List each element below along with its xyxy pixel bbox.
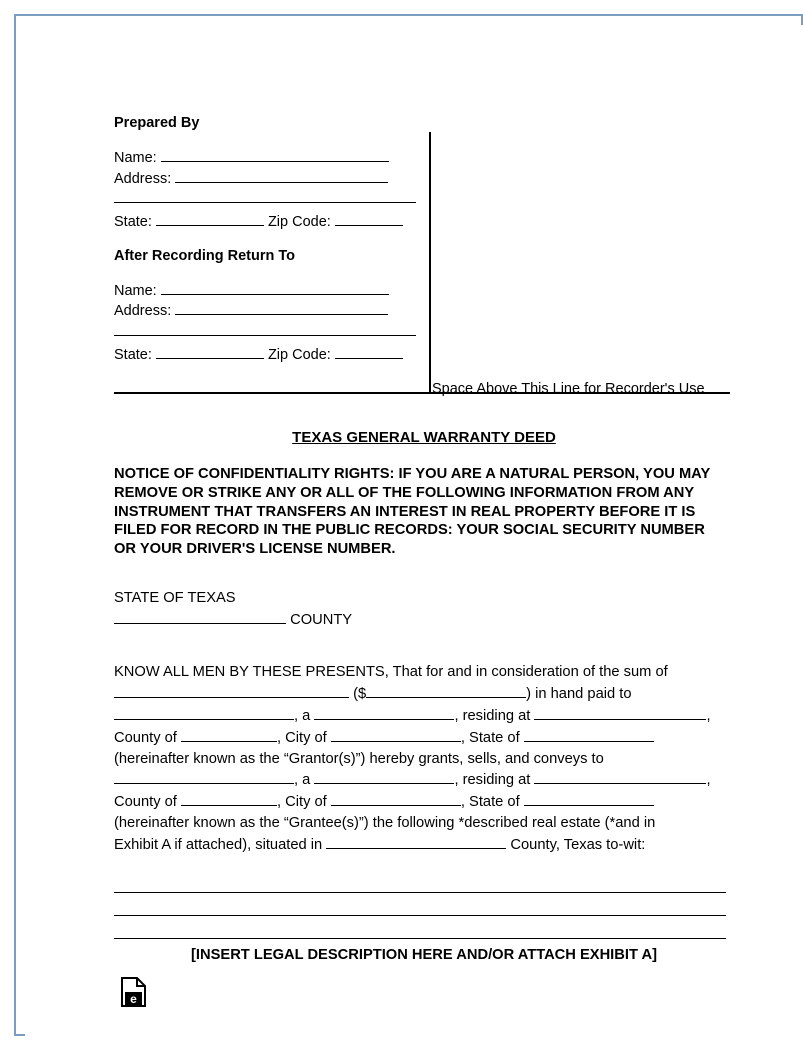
vertical-divider	[429, 132, 431, 394]
document-page	[25, 25, 803, 1043]
grantee-city-label: , City of	[276, 794, 327, 811]
grantor-residing: , residing at	[454, 707, 531, 724]
grantor-county-input[interactable]	[181, 727, 277, 742]
after-recording-state-zip-row	[114, 344, 424, 364]
prepared-by-state-zip-row	[114, 211, 424, 231]
body-line-9	[114, 834, 734, 856]
legal-description-line-1[interactable]	[114, 870, 726, 893]
prepared-by-name-input[interactable]	[161, 147, 389, 162]
after-recording-address2-row	[114, 321, 424, 341]
grantor-name-input[interactable]	[114, 705, 294, 720]
body-line-4	[114, 727, 734, 749]
prepared-by-state-input[interactable]	[156, 211, 264, 226]
eforms-logo-icon	[121, 977, 147, 1007]
county-input[interactable]	[114, 609, 286, 624]
after-recording-state-input[interactable]	[156, 344, 264, 359]
grantee-state-label: , State of	[460, 794, 520, 811]
prepared-by-address2-row	[114, 188, 424, 208]
after-recording-state-label: State:	[114, 346, 152, 363]
prepared-by-heading: Prepared By	[114, 115, 200, 131]
grantor-comma-a: , a	[294, 707, 311, 724]
body-line-6	[114, 769, 734, 791]
consideration-close: ) in hand paid to	[526, 685, 632, 702]
after-recording-zip-label: Zip Code:	[267, 346, 331, 363]
grantee-residing: , residing at	[454, 772, 531, 789]
body-line-1: KNOW ALL MEN BY THESE PRESENTS, That for and in consideration of the sum of	[114, 664, 668, 680]
grantor-state-label: , State of	[460, 729, 520, 746]
texas-to-wit-label: County, Texas to-wit:	[510, 837, 646, 853]
svg-text:e: e	[130, 992, 137, 1006]
grantee-address-input[interactable]	[534, 769, 706, 784]
county-line	[114, 609, 352, 630]
prepared-by-address-row	[114, 168, 424, 188]
body-line-8: (hereinafter known as the “Grantee(s)”) the following *described real estate (*and in	[114, 815, 656, 832]
document-title	[114, 429, 734, 446]
recorder-block	[114, 115, 730, 400]
body-line-3	[114, 705, 734, 727]
consideration-words-input[interactable]	[114, 683, 349, 698]
grantor-type-input[interactable]	[314, 705, 454, 720]
after-recording-zip-input[interactable]	[335, 344, 403, 359]
prepared-by-name-label: Name:	[114, 150, 157, 167]
after-recording-address-row	[114, 300, 424, 320]
grantee-county-label: County of	[114, 794, 177, 811]
grantee-county-input[interactable]	[181, 791, 277, 806]
consideration-amount-input[interactable]	[366, 683, 526, 698]
prepared-by-state-label: State:	[114, 213, 152, 230]
prepared-by-name-row	[114, 147, 424, 167]
legal-description-line-3[interactable]	[114, 916, 726, 939]
granting-clause	[114, 662, 734, 856]
confidentiality-notice: NOTICE OF CONFIDENTIALITY RIGHTS: IF YOU ARE A NATURAL PERSON, YOU MAY REMOVE OR STRIKE ANY OR ALL OF THE FOLLOWING INFORMATION FROM ANY INSTRUMENT THAT TRANSFERS AN INTEREST IN REAL PROPERTY BEFORE IT IS FILED FOR RECORD IN THE PUBLIC RECORDS: YOUR SOCIAL SECURITY NUMBER OR YOUR DRIVER'S LICENSE NUMBER.	[114, 466, 710, 558]
grantee-line-end: ,	[706, 772, 711, 789]
after-recording-address2-input[interactable]	[114, 321, 416, 336]
prepared-by-address-label: Address:	[114, 170, 172, 187]
situated-in-label: Exhibit A if attached), situated in	[114, 837, 323, 853]
after-recording-name-input[interactable]	[161, 280, 389, 295]
grantor-state-input[interactable]	[524, 727, 654, 742]
grantee-name-input[interactable]	[114, 769, 294, 784]
legal-description-line-2[interactable]	[114, 893, 726, 916]
after-recording-heading: After Recording Return To	[114, 247, 295, 264]
prepared-by-zip-input[interactable]	[335, 211, 403, 226]
grantee-comma-a: , a	[294, 772, 311, 789]
body-line-7	[114, 791, 734, 813]
after-recording-address-label: Address:	[114, 303, 172, 320]
consideration-open: ($	[353, 685, 367, 702]
property-county-input[interactable]	[326, 834, 506, 849]
grantor-line-end: ,	[706, 707, 711, 724]
legal-description-lines	[114, 870, 726, 939]
document-title-text: TEXAS GENERAL WARRANTY DEED	[292, 429, 556, 446]
after-recording-name-label: Name:	[114, 283, 157, 300]
grantor-city-input[interactable]	[331, 727, 461, 742]
grantor-county-label: County of	[114, 729, 177, 746]
legal-description-note: [INSERT LEGAL DESCRIPTION HERE AND/OR ATTACH EXHIBIT A]	[191, 947, 657, 963]
grantee-type-input[interactable]	[314, 769, 454, 784]
after-recording-address-input[interactable]	[175, 300, 388, 315]
recorder-use-note: Space Above This Line for Recorder's Use	[432, 381, 705, 397]
page-border	[14, 14, 803, 1036]
grantee-state-input[interactable]	[524, 791, 654, 806]
prepared-by-address2-input[interactable]	[114, 188, 416, 203]
grantor-city-label: , City of	[276, 729, 327, 746]
after-recording-name-row	[114, 280, 424, 300]
state-line: STATE OF TEXAS	[114, 590, 236, 606]
prepared-by-address-input[interactable]	[175, 168, 388, 183]
body-line-5: (hereinafter known as the “Grantor(s)”) hereby grants, sells, and conveys to	[114, 750, 604, 767]
prepared-by-block	[114, 115, 424, 364]
grantor-address-input[interactable]	[534, 705, 706, 720]
county-label: COUNTY	[290, 612, 353, 628]
prepared-by-zip-label: Zip Code:	[267, 213, 331, 230]
body-line-2	[114, 683, 734, 705]
grantee-city-input[interactable]	[331, 791, 461, 806]
